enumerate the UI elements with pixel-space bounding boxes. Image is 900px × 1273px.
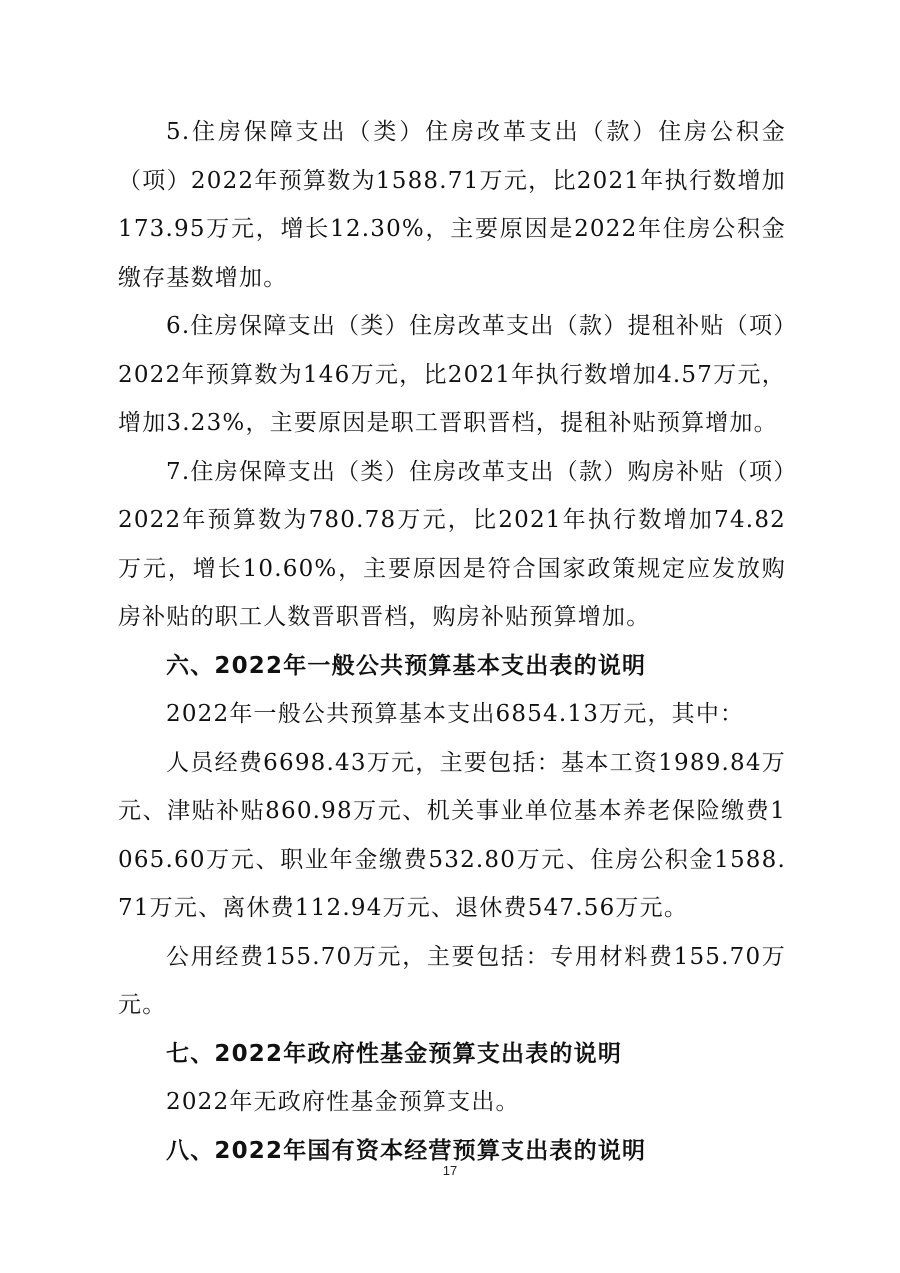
paragraph-public-expenses: 公用经费155.70万元，主要包括：专用材料费155.70万元。 bbox=[118, 943, 786, 1018]
section-heading-state-capital: 八、2022年国有资本经营预算支出表的说明 bbox=[166, 1137, 647, 1164]
paragraph-personnel-expenses: 人员经费6698.43万元，主要包括：基本工资1989.84万元、津贴补贴860.98万元、机关事业单位基本养老保险缴费1065.60万元、职业年金缴费532.80万元、住房公积金1588.71万元、离休费112.94万元、退休费547.56万元。 bbox=[118, 749, 786, 921]
paragraph-rent-subsidy: 6.住房保障支出（类）住房改革支出（款）提租补贴（项）2022年预算数为146万元，比2021年执行数增加4.57万元，增加3.23%，主要原因是职工晋职晋档，提租补贴预算增加。 bbox=[118, 313, 786, 436]
paragraph-government-fund: 2022年无政府性基金预算支出。 bbox=[166, 1089, 520, 1115]
page-number: 17 bbox=[442, 1163, 458, 1178]
section-heading-government-fund: 七、2022年政府性基金预算支出表的说明 bbox=[166, 1040, 623, 1067]
paragraph-housing-fund: 5.住房保障支出（类）住房改革支出（款）住房公积金（项）2022年预算数为1588.71万元，比2021年执行数增加173.95万元，增长12.30%，主要原因是2022年住房公积金缴存基数增加。 bbox=[118, 119, 786, 291]
document-body bbox=[118, 108, 786, 1175]
paragraph-basic-expenditure-total: 2022年一般公共预算基本支出6854.13万元，其中： bbox=[166, 701, 745, 727]
section-heading-basic-expenditure: 六、2022年一般公共预算基本支出表的说明 bbox=[166, 652, 647, 679]
paragraph-housing-purchase-subsidy: 7.住房保障支出（类）住房改革支出（款）购房补贴（项）2022年预算数为780.78万元，比2021年执行数增加74.82万元，增长10.60%，主要原因是符合国家政策规定应发放购房补贴的职工人数晋职晋档，购房补贴预算增加。 bbox=[118, 458, 786, 630]
